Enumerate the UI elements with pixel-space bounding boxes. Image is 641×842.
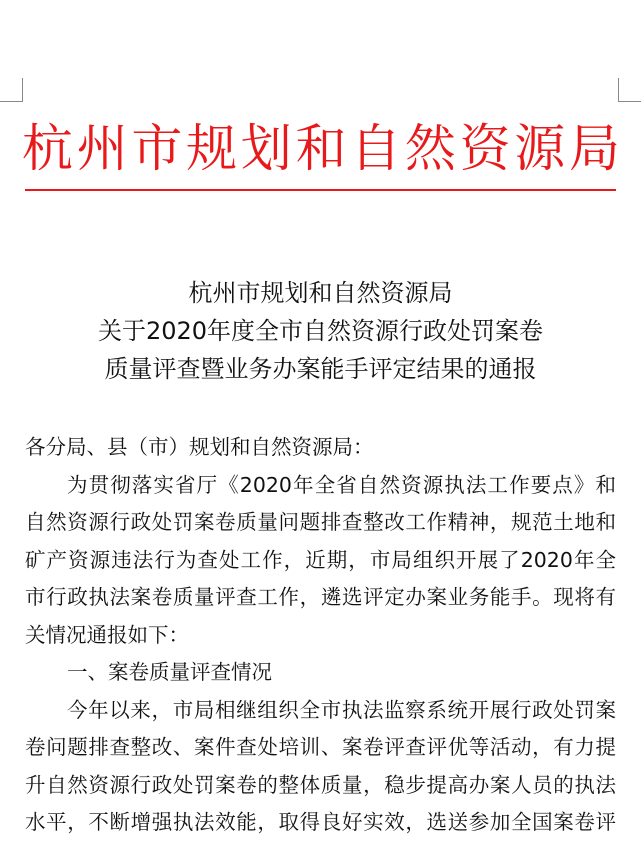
title-line: 关于2020年度全市自然资源行政处罚案卷 [97,317,544,345]
document-body [25,429,616,842]
title-line: 杭州市规划和自然资源局 [188,279,453,307]
letterhead-rule [25,189,616,191]
paragraph-line: 卷问题排查整改、案件查处培训、案卷评查评优等活动，有力提 [25,735,616,759]
section-heading: 一、案卷质量评查情况 [67,660,272,684]
paragraph-line: 市行政执法案卷质量评查工作，遴选评定办案业务能手。现将有 [25,585,616,609]
paragraph-line: 水平，不断增强执法效能，取得良好实效，选送参加全国案卷评 [25,810,616,834]
title-line: 质量评查暨业务办案能手评定结果的通报 [104,355,537,383]
paragraph-line: 为贯彻落实省厅《2020年全省自然资源执法工作要点》和 [67,472,616,497]
paragraph-line: 矿产资源违法行为查处工作，近期，市局组织开展了2020年全 [25,547,616,572]
crop-mark-top-left-vertical [22,78,23,102]
paragraph-line: 自然资源行政处罚案卷质量问题排查整改工作精神，规范土地和 [25,510,616,534]
paragraph-line: 今年以来，市局相继组织全市执法监察系统开展行政处罚案 [67,697,616,722]
crop-mark-top-right-vertical [618,78,619,102]
salutation: 各分局、县（市）规划和自然资源局： [25,435,374,459]
paragraph-line: 关情况通报如下： [25,622,189,647]
document-title [0,274,641,388]
paragraph-line: 升自然资源行政处罚案卷的整体质量，稳步提高办案人员的执法 [25,772,616,797]
letterhead-title: 杭州市规划和自然资源局 [22,120,620,179]
crop-mark-top-left-horizontal [0,101,23,102]
crop-mark-top-right-horizontal [618,101,641,102]
